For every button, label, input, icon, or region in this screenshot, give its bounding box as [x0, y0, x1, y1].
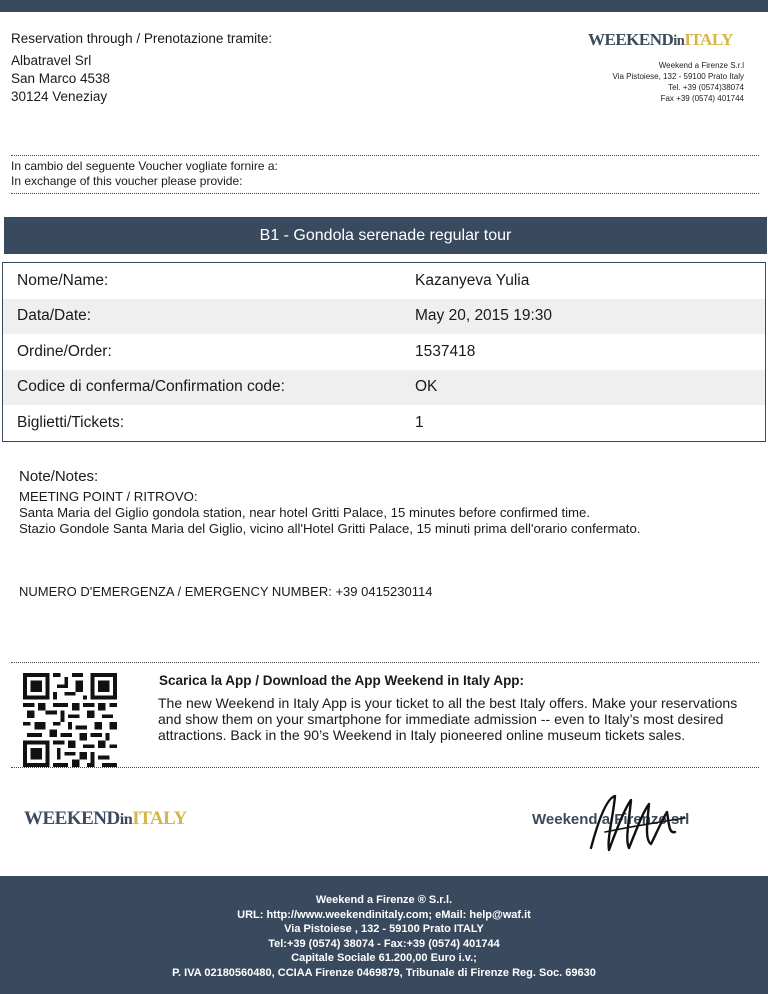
footer-line-4: Tel:+39 (0574) 38074 - Fax:+39 (0574) 401744 [268, 937, 500, 950]
detail-value: OK [415, 378, 438, 396]
app-promo [11, 662, 759, 768]
signature-icon [585, 788, 693, 858]
company-tel: Tel. +39 (0574)38074 [668, 83, 744, 92]
exchange-line-en: In exchange of this voucher please provide: [11, 174, 243, 188]
agency-address-1: San Marco 4538 [11, 71, 111, 86]
exchange-line-it: In cambio del seguente Voucher vogliate fornire a: [11, 159, 278, 173]
detail-label: Biglietti/Tickets: [17, 413, 125, 431]
footer-line-3: Via Pistoiese , 132 - 59100 Prato ITALY [284, 923, 484, 935]
notes-line-3: Stazio Gondole Santa Maria del Giglio, vicino all'Hotel Gritti Palace, 15 minuti prima dell'orario confermato. [19, 521, 641, 536]
footer-line-1: Weekend a Firenze ® S.r.l. [315, 894, 453, 906]
detail-value: Kazanyeva Yulia [415, 271, 530, 289]
app-title: Scarica la App / Download the App Weekend in Italy App: [159, 673, 525, 688]
detail-row-name [3, 263, 765, 299]
qr-code-icon [23, 673, 117, 767]
detail-row-date [3, 299, 765, 335]
detail-row-tickets [3, 405, 765, 441]
detail-label: Data/Date: [17, 307, 92, 325]
exchange-note [11, 155, 759, 194]
tour-title: B1 - Gondola serenade regular tour [259, 227, 512, 244]
footer-line-5: Capitale Sociale 61.200,00 Euro i.v.; [291, 952, 477, 964]
detail-label: Codice di conferma/Confirmation code: [17, 378, 285, 396]
agency-address-2: 30124 Veneziay [11, 89, 108, 104]
company-address: Via Pistoiese, 132 - 59100 Prato Italy [612, 72, 744, 81]
notes-line-1: MEETING POINT / RITROVO: [19, 489, 198, 504]
app-description: The new Weekend in Italy App is your ticket to all the best Italy offers. Make your reservations and show them on your smartphone for immediate admission -- even to Italy’s most desired attractions. Back in the 90’s Weekend in Italy pioneered online museum tickets sales. [158, 695, 738, 743]
detail-label: Ordine/Order: [17, 342, 112, 360]
company-fax: Fax +39 (0574) 401744 [660, 94, 744, 103]
notes-line-2: Santa Maria del Giglio gondola station, near hotel Gritti Palace, 15 minutes before confirmed time. [19, 505, 591, 520]
detail-row-order [3, 334, 765, 370]
footer-line-2: URL: http://www.weekendinitaly.com; eMail: help@waf.it [237, 908, 531, 921]
detail-label: Nome/Name: [17, 271, 109, 289]
footer-line-6: P. IVA 02180560480, CCIAA Firenze 0469879, Tribunale di Firenze Reg. Soc. 69630 [172, 966, 596, 979]
top-bar [0, 0, 768, 12]
notes-title: Note/Notes: [19, 468, 99, 485]
emergency-number: NUMERO D'EMERGENZA / EMERGENCY NUMBER: +39 0415230114 [19, 584, 433, 599]
logo-bottom: WEEKENDinITALY [24, 808, 187, 829]
signature-company: Weekend a Firenze srl [532, 811, 690, 828]
detail-value: 1 [415, 413, 424, 431]
agency-name: Albatravel Srl [11, 53, 92, 68]
company-name: Weekend a Firenze S.r.l [658, 61, 744, 70]
details-table [2, 262, 766, 442]
detail-value: 1537418 [415, 342, 476, 360]
detail-value: May 20, 2015 19:30 [415, 307, 553, 325]
tour-title-bar [4, 217, 767, 254]
logo-top: WEEKENDinITALY [588, 30, 733, 49]
agency-block [11, 30, 272, 106]
detail-row-confirmation [3, 370, 765, 406]
footer [0, 876, 768, 994]
company-info [613, 60, 745, 104]
notes-section [19, 469, 759, 537]
agency-label: Reservation through / Prenotazione tramite: [11, 31, 273, 46]
